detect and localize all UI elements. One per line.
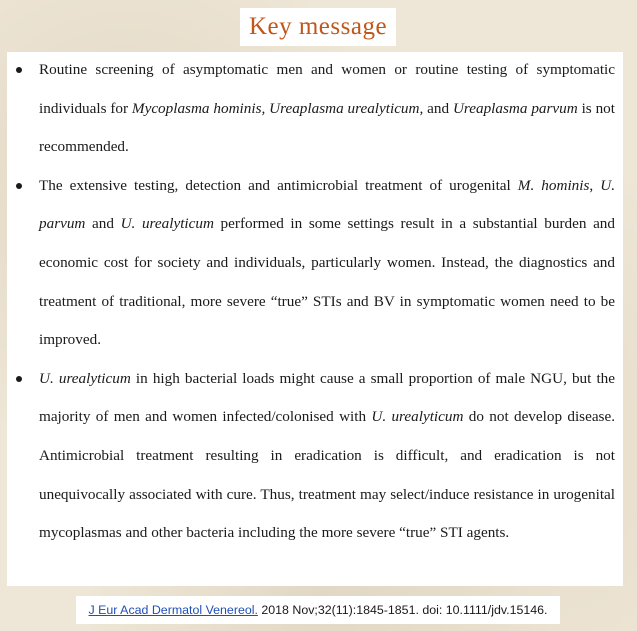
bullet-text-italic: U. parvum: [39, 176, 615, 233]
citation-details: 2018 Nov;32(11):1845-1851. doi: 10.1111/jdv.15146.: [257, 603, 548, 617]
citation-journal-link[interactable]: J Eur Acad Dermatol Venereol.: [88, 603, 258, 617]
bullet-text-italic: U. urealyticum: [120, 215, 214, 233]
bullet-text-segment: and: [85, 215, 121, 233]
bullet-text-segment: is not recommended.: [39, 99, 615, 156]
bullet-icon: [16, 183, 22, 189]
bullet-text-italic: U. urealyticum: [371, 408, 464, 426]
bullet-text-italic: M. hominis: [517, 176, 590, 194]
page-title: Key message: [248, 13, 388, 40]
bullet-item-3: [7, 360, 623, 553]
bullet-icon: [16, 376, 22, 382]
bullet-text-italic: Mycoplasma hominis, Ureaplasma urealyticum,: [131, 99, 424, 117]
bullet-text-segment: in high bacterial loads might cause a small proportion of male NGU, but the majority of men and women infected/colonised with: [39, 369, 616, 426]
bullet-text-segment: do not develop disease. Antimicrobial treatment resulting in eradication is difficult, and eradication is not unequivocally associated with cure. Thus, treatment may select/induce resistance in urogenital mycoplasmas and other bacteria including the more severe “true” STI agents.: [39, 408, 616, 542]
citation: [76, 596, 560, 624]
bullet-text-segment: Routine screening of asymptomatic men and women or routine testing of symptomatic individuals for: [39, 61, 615, 117]
title-box: [240, 8, 396, 46]
bullet-text-italic: Ureaplasma parvum: [452, 99, 578, 117]
bullet-text-segment: performed in some settings result in a substantial burden and economic cost for society and individuals, particularly women. Instead, the diagnostics and treatment of traditional, more severe “true” STIs and BV in symptomatic women need to be improved.: [39, 215, 615, 349]
bullet-item-1: [7, 51, 623, 167]
bullet-icon: [16, 67, 22, 73]
bullet-text-segment: ,: [589, 176, 601, 194]
bullet-text-italic: U. urealyticum: [39, 369, 131, 387]
bullet-list: [7, 51, 623, 553]
bullet-text-segment: and: [423, 99, 453, 117]
bullet-item-2: [7, 167, 623, 360]
key-message-panel: [7, 52, 623, 586]
bullet-text-segment: The extensive testing, detection and antimicrobial treatment of urogenital: [39, 176, 518, 194]
